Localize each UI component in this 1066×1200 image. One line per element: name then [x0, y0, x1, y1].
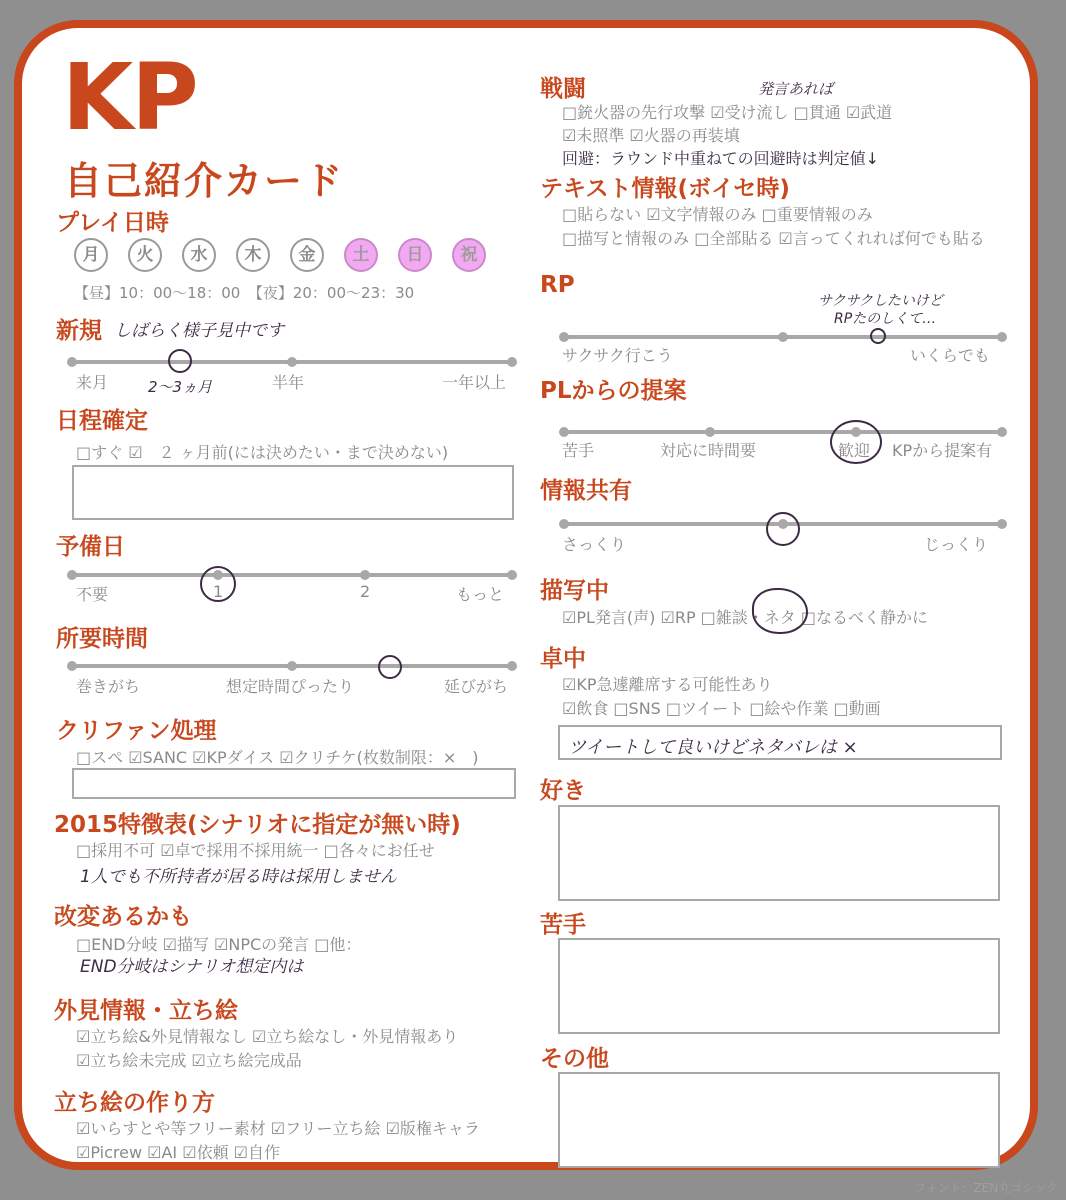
- howto-options-1[interactable]: ☑いらすとや等フリー素材 ☑フリー立ち絵 ☑版権キャラ: [76, 1119, 480, 1138]
- slider-stop: [67, 357, 77, 367]
- duration-slider[interactable]: [72, 664, 512, 668]
- schedule-heading: 日程確定: [56, 408, 148, 434]
- font-credit: フォント：ZEN丸ゴシック: [914, 1181, 1058, 1195]
- howto-heading: 立ち絵の作り方: [54, 1090, 215, 1116]
- slider-stop: [507, 570, 517, 580]
- change-note: END分岐はシナリオ想定内は: [80, 957, 304, 977]
- slider-stop: [287, 357, 297, 367]
- card-title: 自己紹介カード: [64, 159, 345, 203]
- duration-selection-circle: [378, 655, 402, 679]
- reserve-label-1: 1: [213, 582, 224, 601]
- duration-label-1: 想定時間ぴったり: [226, 677, 355, 696]
- day-wed[interactable]: 水: [182, 238, 216, 272]
- day-sat[interactable]: 土: [344, 238, 378, 272]
- describing-options[interactable]: ☑PL発言(声) ☑RP □雑談・ネタ □なるべく静かに: [562, 608, 928, 627]
- crifan-heading: クリファン処理: [56, 718, 217, 744]
- slider-stop: [559, 332, 569, 342]
- reserve-label-0: 不要: [76, 585, 109, 604]
- table2015-note: 1人でも不所持者が居る時は採用しません: [80, 867, 397, 887]
- others-heading: その他: [540, 1046, 609, 1072]
- crifan-textbox[interactable]: [72, 768, 516, 799]
- rp-label-0: サクサク行こう: [562, 346, 673, 365]
- day-mon[interactable]: 月: [74, 238, 108, 272]
- day-sun[interactable]: 日: [398, 238, 432, 272]
- rp-label-1: いくらでも: [910, 346, 990, 365]
- pl-suggest-slider[interactable]: [564, 430, 1002, 434]
- battle-note: 発言あれば: [758, 80, 834, 98]
- at-table-note: ツイートして良いけどネタバレは ×: [568, 737, 858, 758]
- reserve-label-2: 2: [360, 582, 371, 601]
- day-holiday[interactable]: 祝: [452, 238, 486, 272]
- pl-suggest-label-1: 対応に時間要: [660, 441, 757, 460]
- new-mark: 2〜3ヵ月: [148, 378, 213, 396]
- likes-heading: 好き: [540, 778, 586, 804]
- info-share-label-0: さっくり: [562, 535, 627, 554]
- crifan-options[interactable]: □スペ ☑SANC ☑KPダイス ☑クリチケ(枚数制限：× ): [76, 748, 479, 767]
- text-info-options-1[interactable]: □貼らない ☑文字情報のみ □重要情報のみ: [562, 205, 873, 224]
- slider-stop: [287, 661, 297, 671]
- new-note: しばらく様子見中です: [114, 321, 284, 341]
- new-label-end: 一年以上: [442, 373, 507, 392]
- new-label-mid: 半年: [272, 373, 305, 392]
- change-heading: 改変あるかも: [54, 904, 192, 930]
- pl-suggest-label-3: KPから提案有: [892, 441, 993, 460]
- slider-stop: [67, 570, 77, 580]
- likes-textbox[interactable]: [558, 805, 1000, 901]
- dislikes-heading: 苦手: [540, 912, 586, 938]
- rp-selection-circle: [870, 328, 886, 344]
- new-slider[interactable]: [72, 360, 512, 364]
- schedule-textbox[interactable]: [72, 465, 514, 520]
- slider-stop: [997, 519, 1007, 529]
- kp-logo: KP: [62, 44, 197, 151]
- at-table-textbox[interactable]: [558, 725, 1002, 760]
- pl-suggest-label-2: 歓迎: [838, 441, 871, 460]
- day-thu[interactable]: 木: [236, 238, 270, 272]
- slider-stop: [67, 661, 77, 671]
- howto-options-2[interactable]: ☑Picrew ☑AI ☑依頼 ☑自作: [76, 1143, 280, 1162]
- slider-stop: [997, 427, 1007, 437]
- appearance-options-1[interactable]: ☑立ち絵&外見情報なし ☑立ち絵なし・外見情報あり: [76, 1027, 459, 1046]
- describing-scribble: [752, 588, 808, 634]
- dislikes-textbox[interactable]: [558, 938, 1000, 1034]
- slider-stop: [705, 427, 715, 437]
- info-share-selection-circle: [766, 512, 800, 546]
- pl-suggest-heading: PLからの提案: [540, 378, 687, 404]
- others-textbox[interactable]: [558, 1072, 1000, 1168]
- appearance-options-2[interactable]: ☑立ち絵未完成 ☑立ち絵完成品: [76, 1051, 302, 1070]
- duration-heading: 所要時間: [56, 626, 148, 652]
- pl-suggest-label-0: 苦手: [562, 441, 595, 460]
- slider-stop: [559, 427, 569, 437]
- day-tue[interactable]: 火: [128, 238, 162, 272]
- rp-note-1: サクサクしたいけど: [818, 293, 943, 309]
- new-heading: 新規: [56, 318, 102, 344]
- slider-stop: [507, 357, 517, 367]
- text-info-heading: テキスト情報(ボイセ時): [540, 176, 790, 202]
- play-time-hours: 【昼】10：00〜18：00 【夜】20：00〜23：30: [74, 284, 415, 302]
- table2015-heading: 2015特徴表(シナリオに指定が無い時): [54, 812, 461, 838]
- new-selection-circle: [168, 349, 192, 373]
- reserve-heading: 予備日: [56, 534, 125, 560]
- info-share-heading: 情報共有: [540, 478, 632, 504]
- schedule-options[interactable]: □すぐ ☑ ２ ヶ月前(には決めたい・まで決めない): [76, 443, 449, 462]
- info-share-label-1: じっくり: [924, 535, 989, 554]
- table2015-options[interactable]: □採用不可 ☑卓で採用不採用統一 □各々にお任せ: [76, 841, 435, 860]
- rp-note-2: RPたのしくて…: [834, 311, 937, 327]
- battle-options-1[interactable]: □銃火器の先行攻撃 ☑受け流し □貫通 ☑武道: [562, 103, 893, 122]
- text-info-options-2[interactable]: □描写と情報のみ □全部貼る ☑言ってくれれば何でも貼る: [562, 229, 985, 248]
- duration-label-0: 巻きがち: [76, 677, 141, 696]
- slider-stop: [778, 332, 788, 342]
- slider-stop: [507, 661, 517, 671]
- new-label-start: 来月: [76, 373, 109, 392]
- slider-stop: [360, 570, 370, 580]
- change-options[interactable]: □END分岐 ☑描写 ☑NPCの発言 □他：: [76, 935, 362, 954]
- at-table-options-2[interactable]: ☑飲食 □SNS □ツイート □絵や作業 □動画: [562, 699, 881, 718]
- at-table-heading: 卓中: [540, 646, 586, 672]
- rp-slider[interactable]: [564, 335, 1002, 339]
- reserve-label-3: もっと: [456, 585, 505, 604]
- duration-label-2: 延びがち: [444, 677, 509, 696]
- battle-options-3: 回避：ラウンド中重ねての回避時は判定値↓: [562, 149, 880, 168]
- rp-heading: RP: [540, 272, 575, 298]
- play-time-heading: プレイ日時: [56, 210, 169, 236]
- reserve-slider[interactable]: [72, 573, 512, 577]
- appearance-heading: 外見情報・立ち絵: [54, 998, 238, 1024]
- slider-stop: [997, 332, 1007, 342]
- battle-options-2[interactable]: ☑未照準 ☑火器の再装填: [562, 126, 740, 145]
- at-table-options-1[interactable]: ☑KP急遽離席する可能性あり: [562, 675, 773, 694]
- day-fri[interactable]: 金: [290, 238, 324, 272]
- battle-heading: 戦闘: [540, 76, 586, 102]
- describing-heading: 描写中: [540, 578, 609, 604]
- slider-stop: [559, 519, 569, 529]
